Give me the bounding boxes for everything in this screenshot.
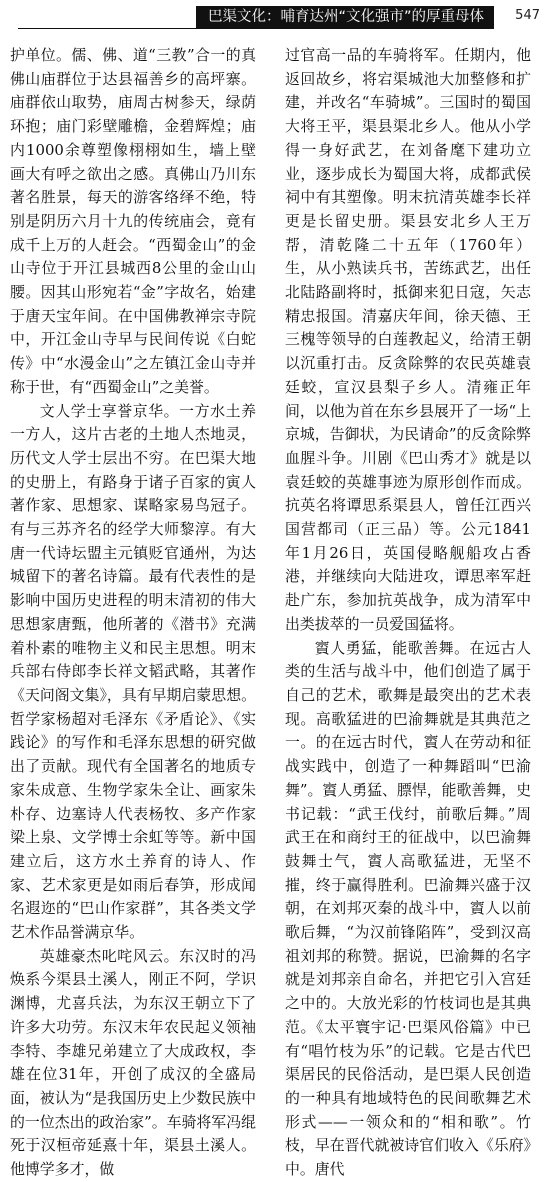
left-column [10,44,256,1182]
paragraph-dance: 賨人勇猛，能歌善舞。在远古人类的生活与战斗中，他们创造了属于自己的艺术，歌舞是最突出的艺术表现。高歌猛进的巴渝舞就是其典范之一。的在远古时代，賨人在劳动和征战实践中，创造了一种舞蹈叫“巴渝舞”。賨人勇猛、膘悍，能歌善舞，史书记载：“武王伐纣，前歌后舞。”周武王在和商纣王的征战中，以巴渝舞鼓舞士气，賨人高歌猛进，无坚不摧，终于赢得胜利。巴渝舞兴盛于汉朝，在刘邦灭秦的战斗中，賨人以前歌后舞，“为汉前锋陷阵”，受到汉高祖刘邦的称赞。据说，巴渝舞的名字就是刘邦亲自命名，并把它引入宫廷之中的。大放光彩的竹枝词也是其典范。《太平寰宇记·巴渠风俗篇》中已有“唱竹枝为乐”的记载。它是古代巴渠居民的民俗活动，是巴渠人民创造的一种具有地域特色的民间歌舞艺术形式——一领众和的“相和歌”。竹枝，早在晋代就被诗官们收入《乐府》中。唐代 [285,638,531,1179]
paragraph-temples: 护单位。儒、佛、道“三教”合一的真佛山庙群位于达县福善乡的高坪寨。庙群依山取势，庙周古树参天，绿荫环抱；庙门彩壁雕檐，金碧辉煌；庙内1000余尊塑像栩栩如生，墙上壁画大有呼之欲出之感。真佛山乃川东著名胜景，每天的游客络绎不绝，特别是阴历六月十九的传统庙会，竟有成千上万的人赶会。“西蜀金山”的金山寺位于开江县城西8公里的金山山腰。因其山形宛若“金”字故名，始建于唐天宝年间。在中国佛教禅宗寺院中，开江金山寺早与民间传说《白蛇传》中“水漫金山”之左镇江金山寺并称于世，有“西蜀金山”之美誉。 [10,46,256,396]
running-header [0,0,550,36]
right-column [285,44,531,1182]
page-number: 547 [515,8,540,23]
running-title: 巴渠文化：哺育达州“文化强市”的厚重母体 [196,6,494,28]
header-rule [18,28,494,29]
paragraph-generals: 过官高一品的车骑将军。任期内，他返回故乡，将宕渠城池大加整修和扩建，并改名“车骑城”。三国时的蜀国大将王平，渠县渠北乡人。他从小学得一身好武艺，在刘备麾下建功立业，逐步成长为蜀国大将，成都武侯祠中有其塑像。明末抗清英雄李长祥更是长留史册。渠县安北乡人王万帮，清乾隆二十五年（1760年）生，从小熟读兵书，苦练武艺，出任北陆路副将时，抵御来犯日寇，矢志精忠报国。清嘉庆年间，徐天德、王三槐等领导的白莲教起义，给清王朝以沉重打击。反贪除弊的农民英雄袁廷蛟，宣汉县梨子乡人。清雍正年间，以他为首在东乡县展开了一场“上京城，告御状，为民请命”的反贪除弊血腥斗争。川剧《巴山秀才》就是以袁廷蛟的英雄事迹为原形创作而成。抗英名将谭思系渠县人，曾任江西兴国营都司（正三品）等。公元1841年1月26日，英国侵略舰船攻占香港，并继续向大陆进攻，谭思率军赶赴广东，参加抗英战争，成为清军中出类拔萃的一员爱国猛将。 [285,46,531,633]
paragraph-scholars: 文人学士享誉京华。一方水土养一方人，这片古老的土地人杰地灵，历代文人学士层出不穷。在巴渠大地的史册上，有路身于诸子百家的寅人著作家、思想家、谋略家易鸟冠子。有与三苏齐名的经学大师黎淳。有大唐一代诗坛盟主元镇贬官通州，为达城留下的著名诗篇。最有代表性的是影响中国历史进程的明末清初的伟大思想家唐甄，他所著的《潜书》充满着朴素的唯物主义和民主思想。明末兵部右侍郎李长祥文韬武略，其著作《天问阁文集》，具有早期启蒙思想。哲学家杨超对毛泽东《矛盾论》、《实践论》的写作和毛泽东思想的研究做出了贡献。现代有全国著名的地质专家朱成意、生物学家朱全让、画家朱朴存、边塞诗人代表杨牧、多产作家梁上泉、文学博士余虹等等。新中国建立后，这方水土养育的诗人、作家、艺术家更是如雨后春笋，形成闻名遐迩的“巴山作家群”，其各类文学艺术作品誉满京华。 [10,401,256,942]
paragraph-heroes: 英雄豪杰叱咤风云。东汉时的冯焕系今渠县土溪人，刚正不阿，学识渊博，尤喜兵法，为东汉王朝立下了许多大功劳。东汉末年农民起义领袖李特、李雄兄弟建立了大成政权，李雄在位31年，开创了成汉的全盛局面，被认为“是我国历史上少数民族中的一位杰出的政治家”。车骑将军冯绲死于汉桓帝延熹十年，渠县土溪人。他博学多才，做 [10,946,256,1179]
